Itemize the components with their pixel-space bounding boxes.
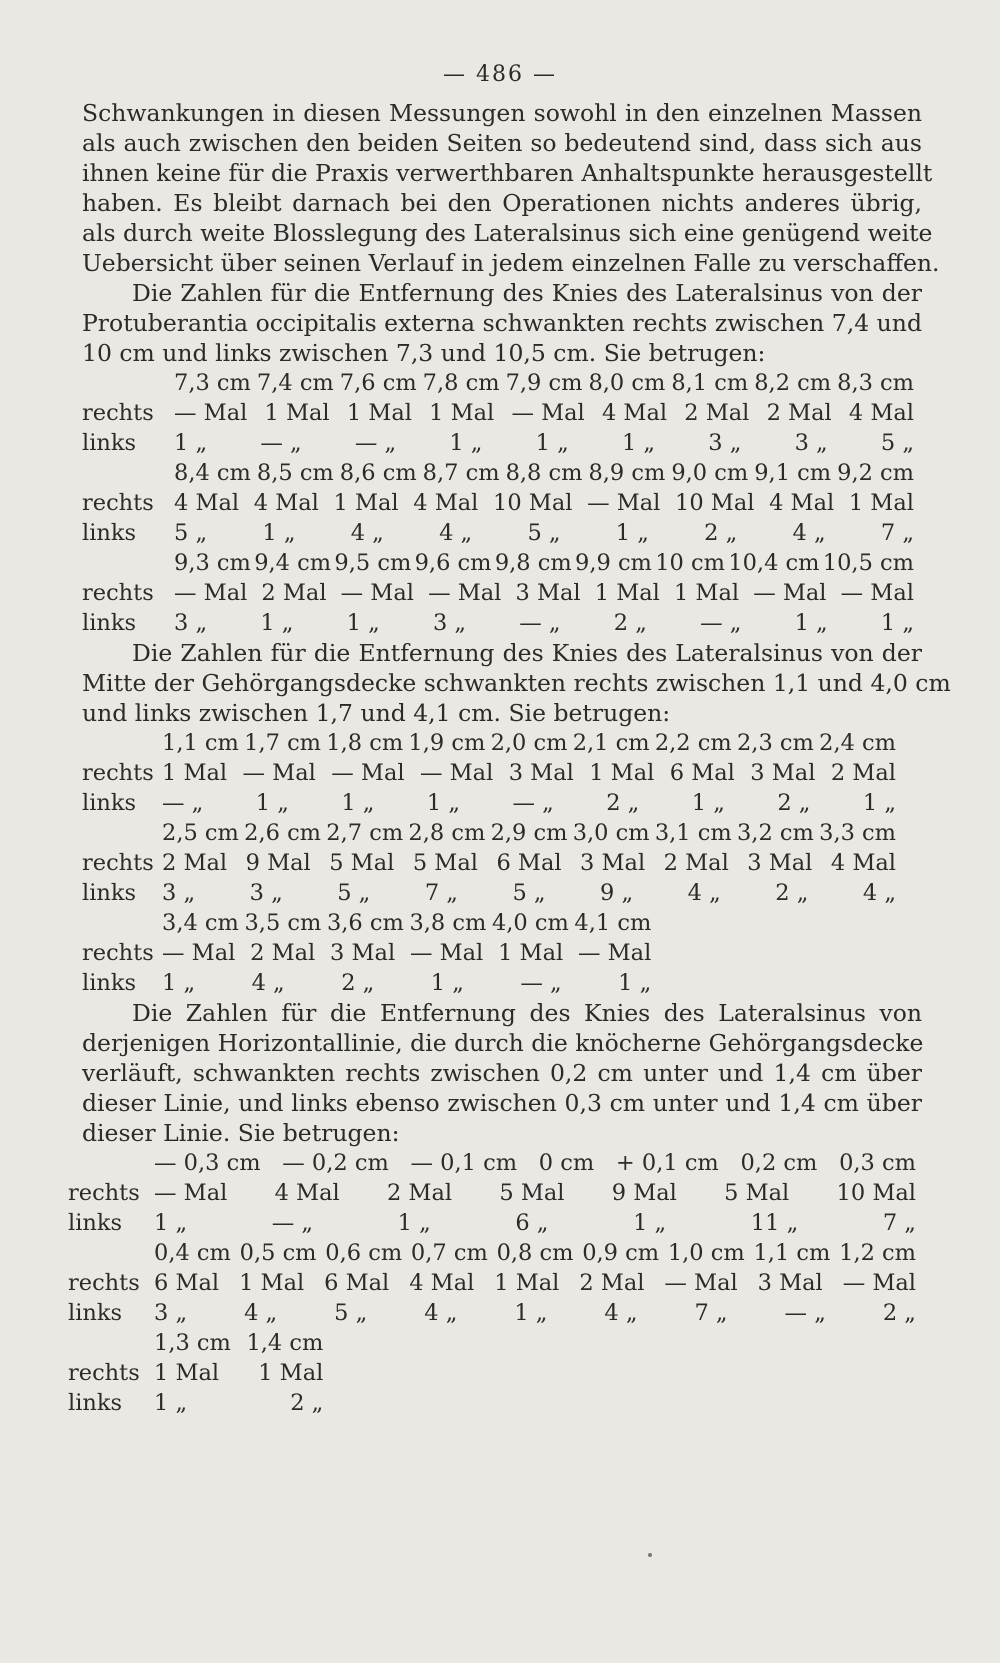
table-cell: 1 „ (397, 1210, 431, 1236)
text-line: Die Zahlen für die Entfernung des Knies des Lateralsinus von der (132, 279, 922, 307)
table-cell: 0,9 cm (582, 1240, 660, 1266)
table-cell: — „ (354, 430, 397, 456)
table-cell: 10 Mal (675, 490, 755, 516)
table-cell: 3 „ (174, 610, 208, 636)
table-cell: 3 „ (154, 1300, 188, 1326)
table-cell: 1 Mal (494, 1270, 560, 1296)
table-cell: 4 Mal (413, 490, 479, 516)
table-cell: 2,9 cm (490, 820, 568, 846)
table-cell: 4 Mal (253, 490, 319, 516)
row-label-links: links (68, 1390, 123, 1416)
table-cell: 9 Mal (245, 850, 311, 876)
text-line: als durch weite Blosslegung des Lateralsinus sich eine genügend weite (82, 219, 933, 247)
table-cell: 0,3 cm (839, 1150, 916, 1176)
table-cell: — „ (260, 430, 302, 456)
table-cell: 1 Mal (154, 1360, 220, 1386)
table-cell: — „ (271, 1210, 314, 1236)
table-cell: 1 Mal (673, 580, 740, 606)
table-cell: 3 „ (249, 880, 283, 906)
table-cell: 2,2 cm (654, 730, 732, 756)
table-cell: 1 „ (618, 970, 652, 996)
row-label-rechts: rechts (82, 940, 154, 966)
table-cell: — „ (520, 970, 562, 996)
table-cell: 4 Mal (601, 400, 668, 426)
table-cell: 4 „ (792, 520, 826, 546)
row-label-links: links (82, 430, 137, 456)
table-cell: 1,4 cm (246, 1330, 324, 1356)
table-cell: 4 „ (244, 1300, 278, 1326)
table-cell: 4 Mal (830, 850, 896, 876)
table-cell: 7,8 cm (422, 370, 500, 396)
table-cell: 10 cm (655, 550, 725, 576)
table-cell: — Mal (428, 580, 502, 606)
table-cell: 5 „ (337, 880, 371, 906)
table-cell: — Mal (664, 1270, 738, 1296)
table-cell: 10,4 cm (728, 550, 820, 576)
text-line: und links zwischen 1,7 und 4,1 cm. Sie betrugen: (82, 699, 671, 727)
table-cell: 1 Mal (346, 400, 412, 426)
table-cell: 3 „ (708, 430, 742, 456)
table-cell: 6 Mal (324, 1270, 390, 1296)
text-line: Die Zahlen für die Entfernung des Knies des Lateralsinus von (132, 999, 922, 1027)
table-cell: 4 Mal (174, 490, 240, 516)
table-cell: 1 Mal (333, 490, 399, 516)
table-cell: — Mal (753, 580, 827, 606)
table-cell: 7 „ (880, 520, 914, 546)
text-line: Die Zahlen für die Entfernung des Knies des Lateralsinus von der (132, 639, 922, 667)
table-cell: 8,4 cm (174, 460, 251, 486)
table-cell: 8,6 cm (339, 460, 417, 486)
table-cell: 4 Mal (848, 400, 914, 426)
table-cell: 1 „ (346, 610, 380, 636)
table-cell: 1 „ (794, 610, 828, 636)
table-cell: 5 „ (880, 430, 914, 456)
table-cell: 3,0 cm (572, 820, 650, 846)
table-cell: 3,2 cm (736, 820, 814, 846)
table-cell: — Mal (419, 760, 494, 786)
text-line: Mitte der Gehörgangsdecke schwankten rechts zwischen 1,1 und 4,0 cm (82, 669, 951, 697)
table-cell: — „ (512, 790, 554, 816)
table-cell: 1 „ (341, 790, 375, 816)
text-line: derjenigen Horizontallinie, die durch die knöcherne Gehörgangsdecke (82, 1029, 924, 1057)
table-cell: 1 „ (880, 610, 914, 636)
table-cell: 6 Mal (154, 1270, 220, 1296)
table-cell: 3 „ (794, 430, 828, 456)
table-cell: — Mal (409, 940, 484, 966)
table-cell: 1,7 cm (244, 730, 322, 756)
table-cell: — Mal (331, 760, 405, 786)
table-cell: 6 Mal (669, 760, 735, 786)
table-cell: 2,5 cm (162, 820, 239, 846)
row-label-links: links (82, 520, 137, 546)
table-cell: 3,5 cm (244, 910, 322, 936)
table-cell: 5 „ (174, 520, 208, 546)
table-cell: — 0,1 cm (410, 1150, 518, 1176)
table-cell: 1 Mal (239, 1270, 305, 1296)
table-cell: — Mal (242, 760, 316, 786)
table-cell: 9,1 cm (754, 460, 832, 486)
table-cell: 4 „ (424, 1300, 458, 1326)
row-label-links: links (82, 610, 137, 636)
table-cell: 9,6 cm (414, 550, 492, 576)
table-cell: 9,9 cm (575, 550, 652, 576)
table-cell: 11 „ (750, 1210, 799, 1236)
table-cell: 2 Mal (386, 1180, 453, 1206)
table-cell: 3 Mal (580, 850, 646, 876)
row-label-rechts: rechts (82, 400, 154, 426)
table-cell: — Mal (174, 400, 248, 426)
table-cell: 1 Mal (162, 760, 228, 786)
table-cell: 2,6 cm (244, 820, 322, 846)
table-cell: 3 Mal (508, 760, 574, 786)
table-cell: 3 Mal (747, 850, 813, 876)
table-cell: 2 Mal (579, 1270, 645, 1296)
table-cell: 1,3 cm (154, 1330, 231, 1356)
table-cell: 9,0 cm (671, 460, 749, 486)
table-cell: — Mal (842, 1270, 916, 1296)
table-cell: 6 „ (515, 1210, 549, 1236)
table-cell: 1 Mal (258, 1360, 324, 1386)
table-cell: 10 Mal (836, 1180, 916, 1206)
table-cell: 2,0 cm (490, 730, 568, 756)
table-cell: 5 Mal (724, 1180, 790, 1206)
table-cell: — „ (519, 610, 561, 636)
table-cell: 0,8 cm (496, 1240, 574, 1266)
table-cell: 1 „ (862, 790, 896, 816)
text-line: dieser Linie, und links ebenso zwischen 0,3 cm unter und 1,4 cm über (82, 1089, 922, 1117)
table-cell: 0 cm (538, 1150, 595, 1176)
table-cell: 1 Mal (589, 760, 655, 786)
table-cell: 1 Mal (848, 490, 914, 516)
table-cell: 4 „ (862, 880, 896, 906)
paragraph-1 (82, 98, 940, 278)
text-line: als auch zwischen den beiden Seiten so bedeutend sind, dass sich aus (82, 129, 922, 157)
table-cell: 1 „ (615, 520, 649, 546)
table-cell: 1 „ (262, 520, 296, 546)
table-cell: 7,6 cm (339, 370, 417, 396)
table-cell: — Mal (587, 490, 661, 516)
table-cell: 2 Mal (261, 580, 327, 606)
text-line: haben. Es bleibt darnach bei den Operationen nichts anderes übrig, (82, 189, 922, 217)
table-cell: 2 „ (777, 790, 811, 816)
table-cell: 4 „ (687, 880, 721, 906)
table-cell: 8,8 cm (505, 460, 583, 486)
table-cell: 7 „ (694, 1300, 728, 1326)
table-cell: 1 „ (691, 790, 725, 816)
table-cell: 8,1 cm (671, 370, 749, 396)
table-cell: 1 „ (426, 790, 460, 816)
table-cell: 2 Mal (162, 850, 228, 876)
table-cell: 2 Mal (250, 940, 316, 966)
table-cell: 2,1 cm (572, 730, 650, 756)
table-cell: 7 „ (882, 1210, 916, 1236)
row-label-links: links (82, 790, 137, 816)
row-label-rechts: rechts (82, 760, 154, 786)
table-cell: 4 „ (604, 1300, 638, 1326)
table-cell: 9,3 cm (174, 550, 251, 576)
table-cell: 1 „ (154, 1390, 188, 1416)
table-cell: 7,3 cm (174, 370, 251, 396)
table-cell: 2,3 cm (736, 730, 814, 756)
table-cell: — „ (700, 610, 742, 636)
table-cell: 2 „ (341, 970, 375, 996)
table-cell: 5 Mal (499, 1180, 565, 1206)
table-cell: 0,6 cm (325, 1240, 403, 1266)
table-cell: 4 „ (251, 970, 285, 996)
table-cell: 1 „ (430, 970, 464, 996)
text-line: 10 cm und links zwischen 7,3 und 10,5 cm. Sie betrugen: (82, 339, 766, 367)
table-cell: 9,5 cm (334, 550, 412, 576)
paragraph-3 (82, 638, 951, 728)
table-cell: 9,2 cm (837, 460, 914, 486)
table-cell: 5 Mal (329, 850, 395, 876)
table-cell: 2 Mal (766, 400, 832, 426)
table-cell: 3 Mal (515, 580, 581, 606)
table-cell: 2,4 cm (819, 730, 896, 756)
table-cell: 9 „ (600, 880, 634, 906)
table-cell: — 0,2 cm (282, 1150, 389, 1176)
speck (648, 1553, 652, 1557)
table-cell: 6 Mal (496, 850, 562, 876)
table-cell: — Mal (162, 940, 236, 966)
row-label-rechts: rechts (82, 580, 154, 606)
table-cell: 1 Mal (594, 580, 660, 606)
table-cell: 2 „ (290, 1390, 324, 1416)
text-line: Protuberantia occipitalis externa schwankten rechts zwischen 7,4 und (82, 309, 922, 337)
page-number: — 486 — (443, 62, 557, 87)
table-cell: — Mal (154, 1180, 228, 1206)
table-cell: — Mal (340, 580, 414, 606)
table-cell: 1 Mal (429, 400, 495, 426)
table-cell: 3,4 cm (162, 910, 239, 936)
table-cell: 3,8 cm (409, 910, 487, 936)
table-cell: 7 „ (424, 880, 458, 906)
table-cell: — Mal (174, 580, 248, 606)
table-cell: 4,1 cm (574, 910, 652, 936)
table-cell: — „ (784, 1300, 826, 1326)
table-cell: 8,0 cm (588, 370, 666, 396)
table-cell: 2 „ (613, 610, 647, 636)
table-cell: 8,2 cm (754, 370, 832, 396)
table-cell: 2 „ (606, 790, 640, 816)
table-cell: 10 Mal (493, 490, 573, 516)
table-cell: 5 „ (527, 520, 561, 546)
table-cell: 9,4 cm (254, 550, 332, 576)
paragraph-2 (82, 278, 922, 368)
table-cell: 0,5 cm (239, 1240, 317, 1266)
table-cell: 1 „ (174, 430, 208, 456)
table-cell: 4 „ (439, 520, 473, 546)
row-label-rechts: rechts (68, 1270, 140, 1296)
table-cell: 5 „ (334, 1300, 368, 1326)
row-label-links: links (68, 1210, 123, 1236)
table-cell: 3,6 cm (326, 910, 404, 936)
row-label-rechts: rechts (82, 490, 154, 516)
table-cell: 1 „ (633, 1210, 667, 1236)
table-cell: 7,4 cm (256, 370, 334, 396)
table-cell: 1 „ (260, 610, 294, 636)
row-label-rechts: rechts (82, 850, 154, 876)
table-cell: 1 Mal (264, 400, 330, 426)
table-cell: 8,3 cm (837, 370, 914, 396)
row-label-links: links (68, 1300, 123, 1326)
table-cell: 1 „ (162, 970, 196, 996)
table-cell: — Mal (511, 400, 585, 426)
text-line: verläuft, schwankten rechts zwischen 0,2 cm unter und 1,4 cm über (82, 1059, 922, 1087)
text-line: dieser Linie. Sie betrugen: (82, 1119, 400, 1147)
table-cell: 5 „ (512, 880, 546, 906)
table-cell: 1 „ (449, 430, 483, 456)
table-cell: 3 „ (162, 880, 196, 906)
table-cell: — „ (162, 790, 204, 816)
table-cell: 7,9 cm (505, 370, 583, 396)
table-cell: 3,3 cm (819, 820, 896, 846)
row-label-links: links (82, 970, 137, 996)
table-cell: 3 Mal (330, 940, 396, 966)
table-cell: 3 Mal (757, 1270, 823, 1296)
table-cell: 4 „ (350, 520, 384, 546)
table-cell: 3 Mal (750, 760, 816, 786)
table-cell: 1 „ (535, 430, 569, 456)
table-cell: + 0,1 cm (615, 1150, 719, 1176)
row-label-links: links (82, 880, 137, 906)
table-cell: 10,5 cm (822, 550, 914, 576)
table-cell: 4 Mal (769, 490, 835, 516)
table-cell: 2 „ (775, 880, 809, 906)
table-cell: 1 „ (514, 1300, 548, 1326)
table-cell: — Mal (577, 940, 652, 966)
table-cell: 8,9 cm (588, 460, 666, 486)
table-cell: 1,8 cm (326, 730, 404, 756)
text-line: ihnen keine für die Praxis verwerthbaren Anhaltspunkte herausgestellt (82, 159, 933, 187)
table-cell: 4 Mal (409, 1270, 475, 1296)
table-cell: 2 Mal (684, 400, 750, 426)
table-cell: 2 „ (882, 1300, 916, 1326)
row-label-rechts: rechts (68, 1360, 140, 1386)
table-cell: 5 Mal (412, 850, 478, 876)
table-cell: 0,4 cm (154, 1240, 231, 1266)
table-cell: 2,8 cm (408, 820, 486, 846)
table-cell: 2 „ (704, 520, 738, 546)
text-line: Schwankungen in diesen Messungen sowohl in den einzelnen Massen (82, 99, 922, 127)
table-cell: 0,2 cm (740, 1150, 818, 1176)
text-line: Uebersicht über seinen Verlauf in jedem einzelnen Falle zu verschaffen. (82, 249, 940, 277)
table-cell: 4,0 cm (491, 910, 569, 936)
table-cell: 1 „ (255, 790, 289, 816)
table-cell: 1 „ (154, 1210, 188, 1236)
table-cell: 1,9 cm (408, 730, 486, 756)
table-cell: 9 Mal (611, 1180, 677, 1206)
table-cell: 1,1 cm (753, 1240, 831, 1266)
table-cell: 2 Mal (663, 850, 729, 876)
table-cell: 8,5 cm (256, 460, 334, 486)
table-cell: 1,1 cm (162, 730, 239, 756)
table-cell: 1 „ (621, 430, 656, 456)
table-cell: 4 Mal (274, 1180, 340, 1206)
table-cell: — 0,3 cm (154, 1150, 261, 1176)
table-cell: 3 „ (432, 610, 467, 636)
row-label-rechts: rechts (68, 1180, 140, 1206)
table-cell: 2,7 cm (326, 820, 404, 846)
table-cell: 9,8 cm (494, 550, 572, 576)
table-cell: — Mal (840, 580, 914, 606)
table-cell: 0,7 cm (410, 1240, 488, 1266)
table-cell: 2 Mal (830, 760, 896, 786)
paragraph-4 (82, 998, 922, 1148)
table-cell: 8,7 cm (422, 460, 500, 486)
table-cell: 1 Mal (498, 940, 564, 966)
table-cell: 1,2 cm (839, 1240, 916, 1266)
table-cell: 1,0 cm (667, 1240, 745, 1266)
table-cell: 3,1 cm (654, 820, 732, 846)
